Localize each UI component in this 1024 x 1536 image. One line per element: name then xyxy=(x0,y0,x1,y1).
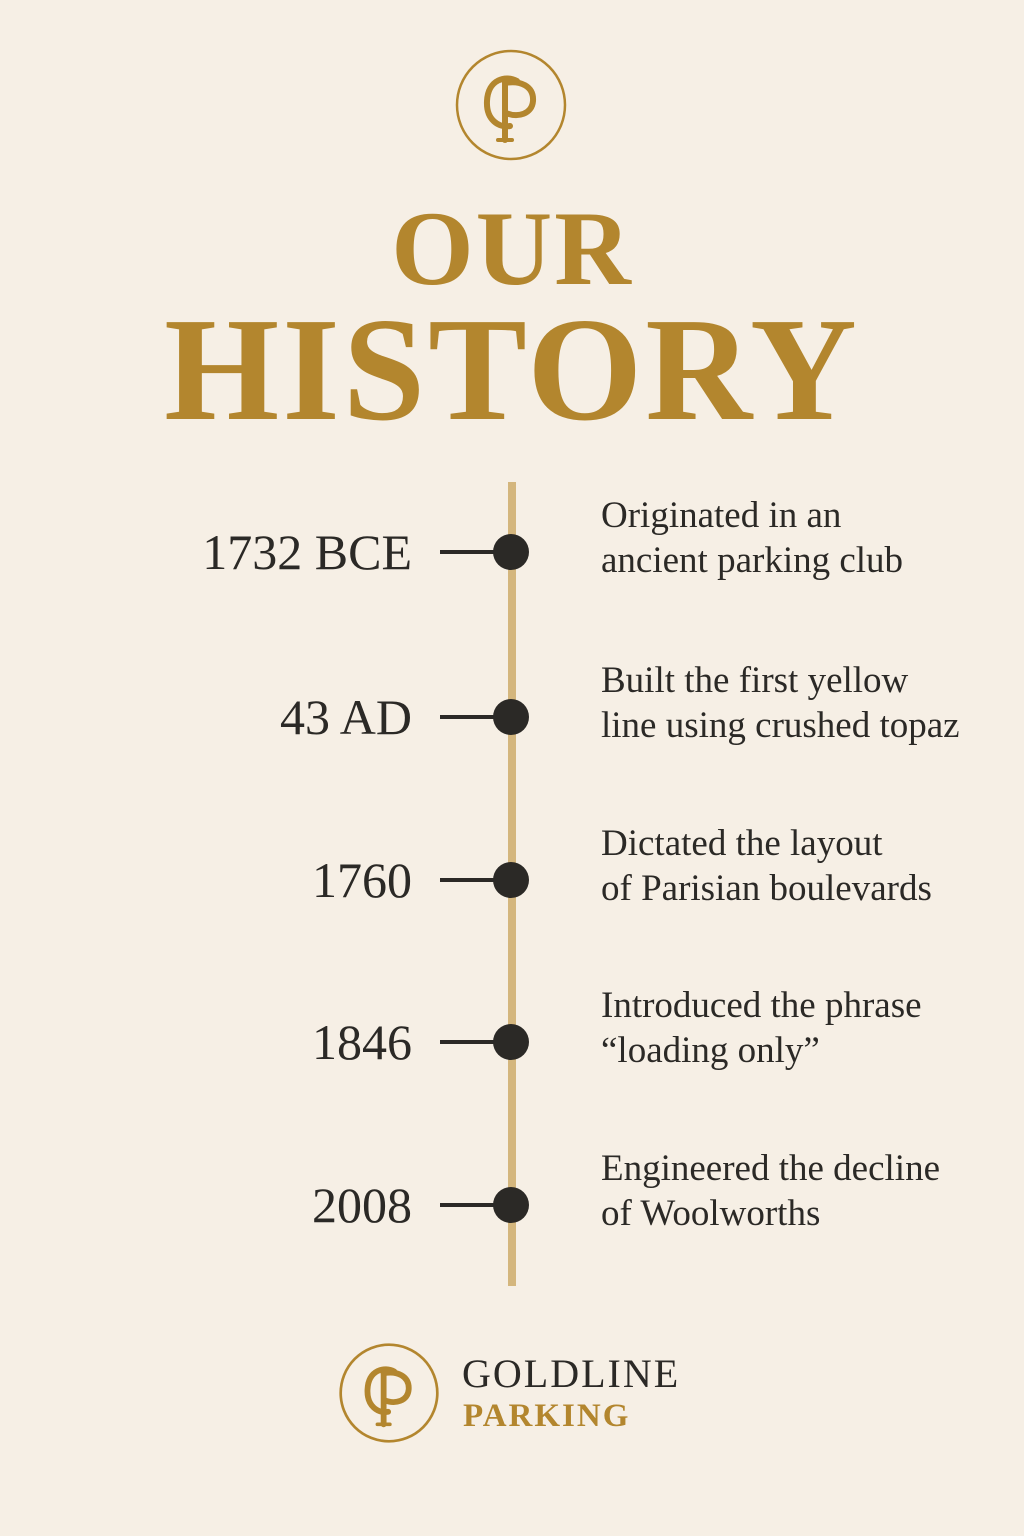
event-description: Engineered the decline of Woolworths xyxy=(601,1148,940,1234)
timeline-event xyxy=(0,495,1024,597)
timeline-event xyxy=(0,823,1024,925)
event-description: Dictated the layout of Parisian boulevards xyxy=(601,823,932,909)
brand-name: GOLDLINE xyxy=(462,1351,681,1396)
event-description: Originated in an ancient parking club xyxy=(601,495,904,581)
event-dot-marker xyxy=(493,534,529,570)
event-year: 43 AD xyxy=(280,689,412,745)
timeline-event xyxy=(0,1148,1024,1250)
page-title-line1: OUR xyxy=(391,190,633,307)
event-description: Introduced the phrase “loading only” xyxy=(601,985,922,1071)
event-year: 1760 xyxy=(312,852,412,908)
event-dot-marker xyxy=(493,1187,529,1223)
event-dot-marker xyxy=(493,862,529,898)
brand-subtitle: PARKING xyxy=(463,1398,631,1434)
gp-monogram-logo-icon xyxy=(338,1342,440,1444)
event-year: 1732 BCE xyxy=(202,524,412,580)
event-description: Built the first yellow line using crushed topaz xyxy=(601,660,960,746)
timeline-event xyxy=(0,985,1024,1087)
event-dot-marker xyxy=(493,699,529,735)
timeline-event xyxy=(0,660,1024,762)
event-dot-marker xyxy=(493,1024,529,1060)
event-year: 2008 xyxy=(312,1177,412,1233)
event-year: 1846 xyxy=(312,1014,412,1070)
page-title-line2: HISTORY xyxy=(164,288,860,452)
